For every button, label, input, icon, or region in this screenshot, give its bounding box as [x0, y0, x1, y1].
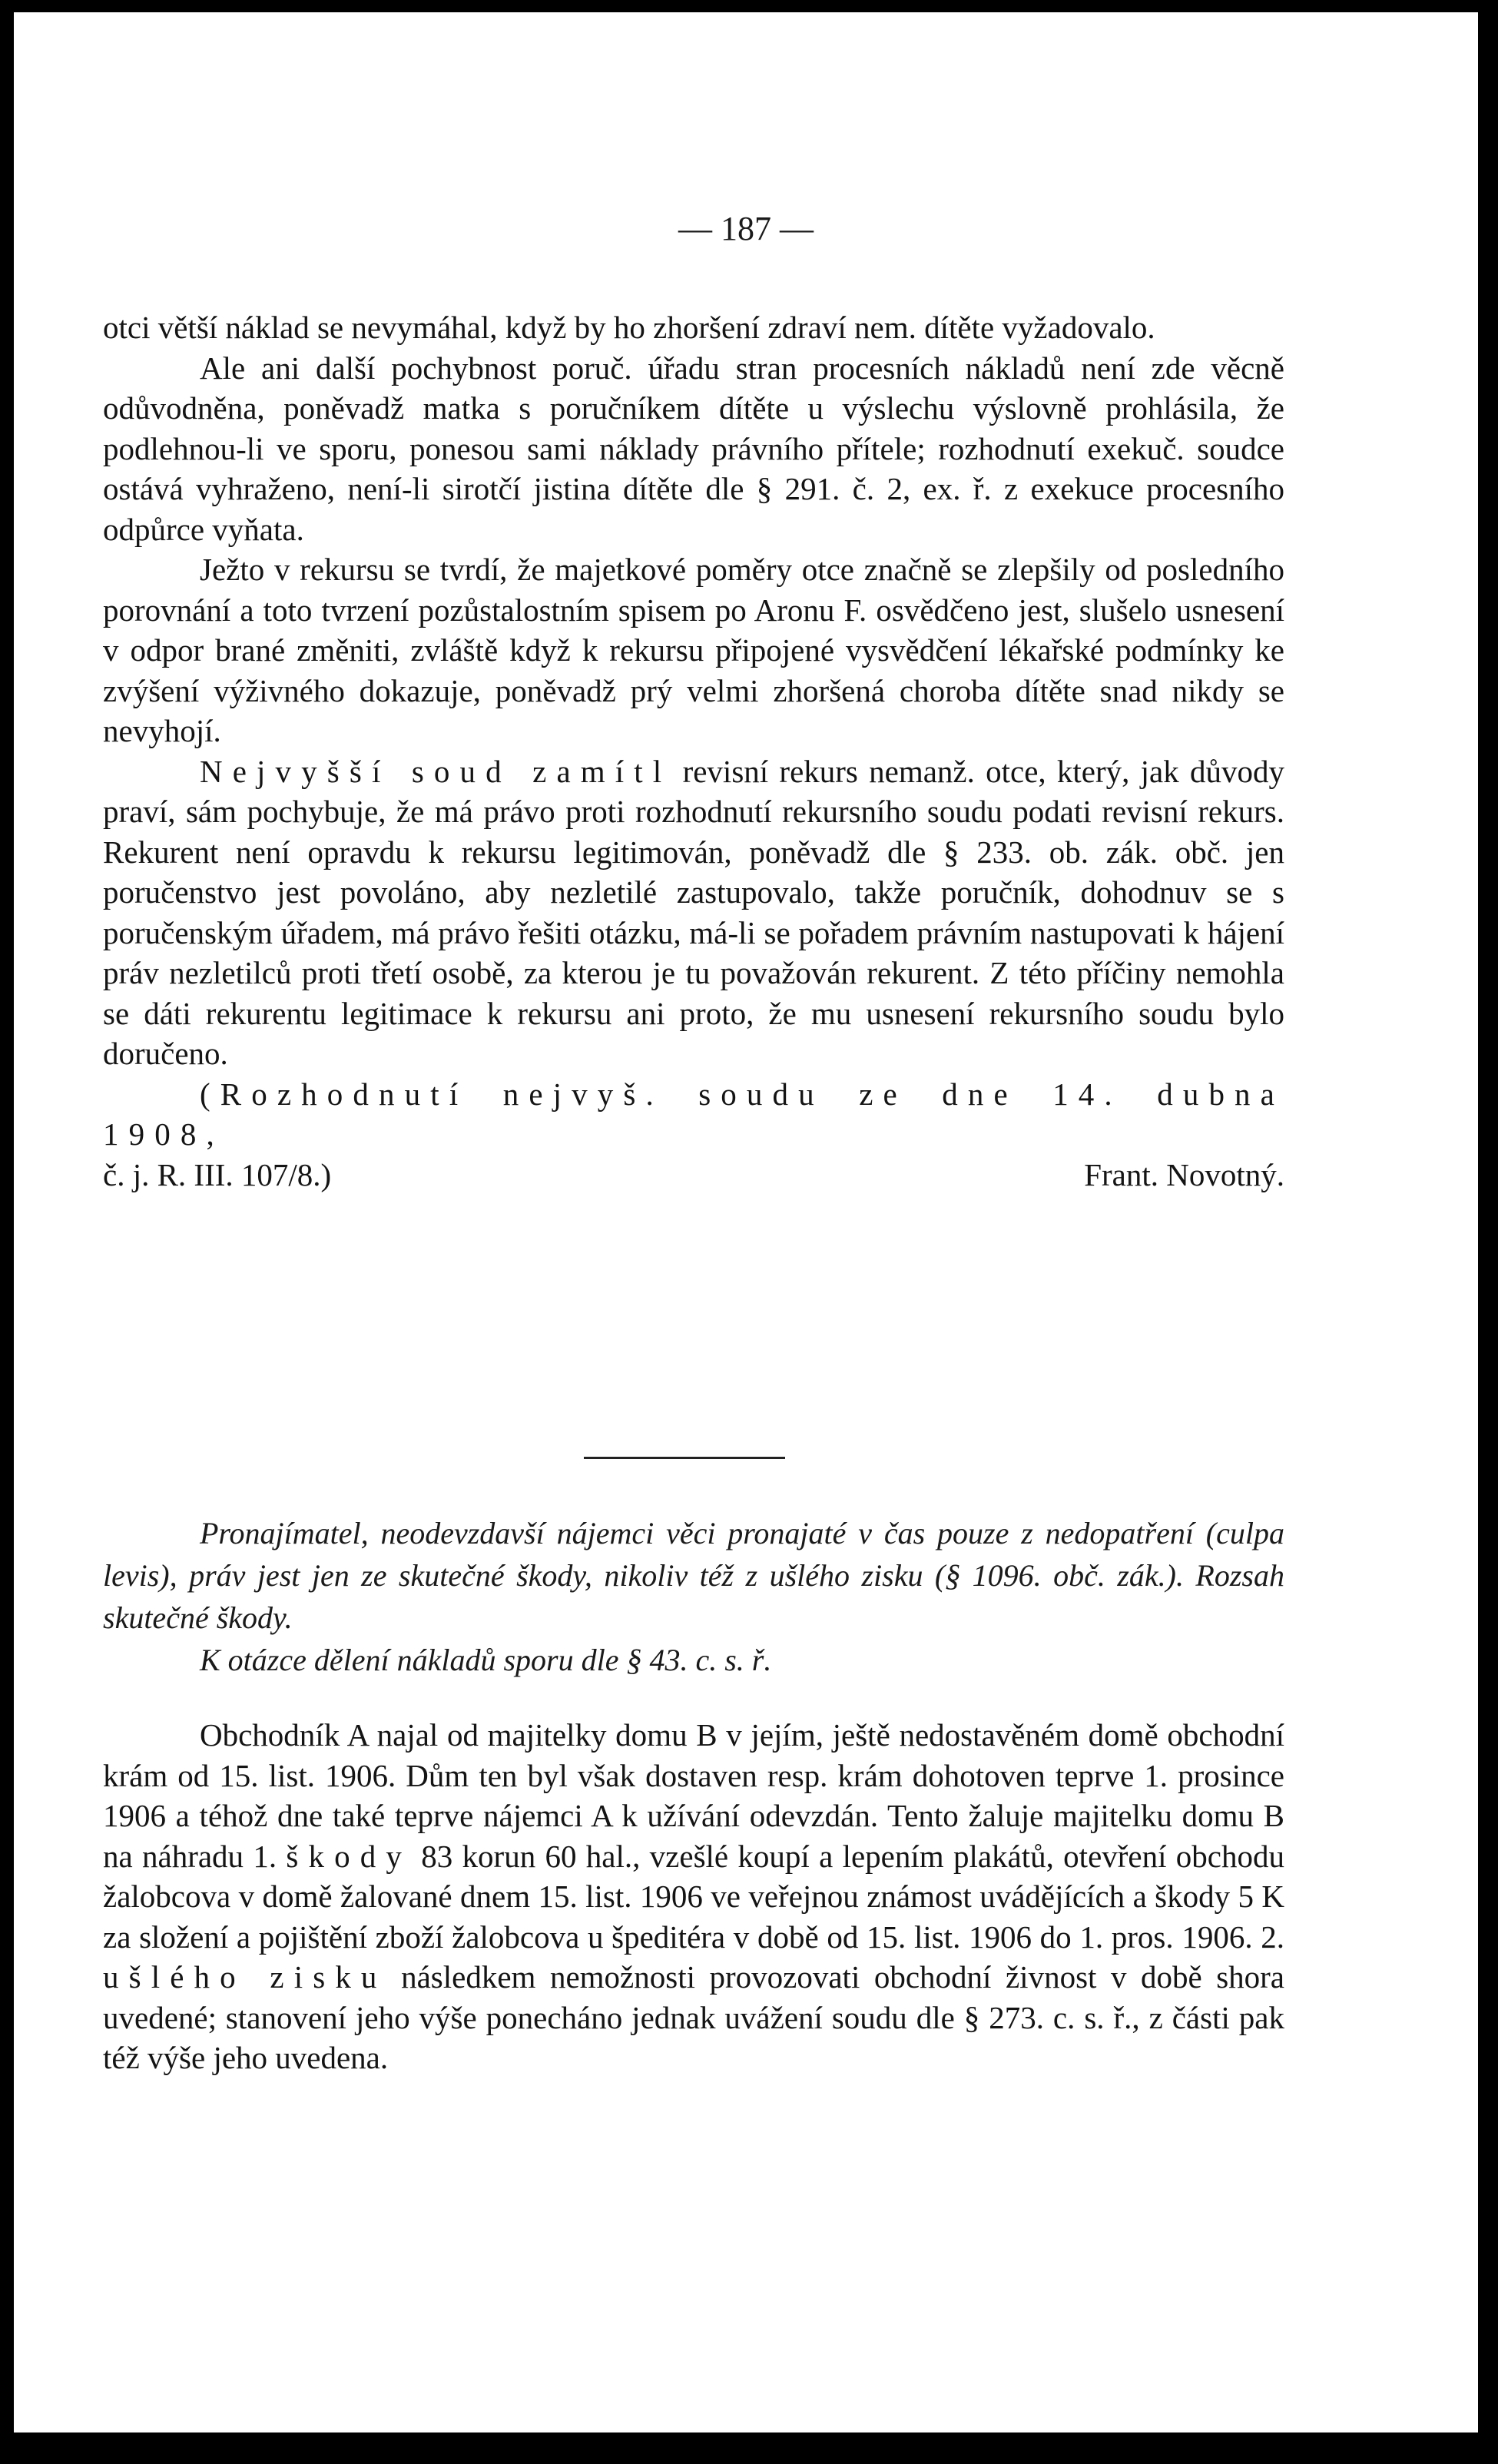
- section-divider: [584, 1457, 785, 1459]
- book-page: [14, 12, 1478, 2432]
- facts-part-1: Obchodník A najal od majitelky domu B v jejím, ještě nedostavěném domě obchodní krám od 15. list. 1906. Dům ten byl však dostaven resp. krám dohotoven teprve 1. prosince 1906 a téhož dne také teprve nájemci A k užívání odevzdán. Tento žaluje majitelku domu B na náhradu 1.: [103, 1717, 1284, 1874]
- headnote-costs-question: K otázce dělení nákladů sporu dle § 43. c. s. ř.: [200, 1643, 772, 1677]
- case-headnote: [103, 1512, 1284, 1681]
- text-block-second-case: [103, 1715, 1284, 2078]
- ruling-text: revisní rekurs nemanž. otce, který, jak důvody praví, sám pochybuje, že má právo proti rozhodnutí rekursního soudu podati revisní rekurs. Rekurent není opravdu k rekursu legitimován, poněvadž dle § 233. ob. zák. obč. jen poručenstvo jest povoláno, aby nezletilé zastupovalo, takže poručník, dohodnuv se s poručenským úřadem, má právo řešiti otázku, má-li se pořadem právním nastupovati k hájení práv nezletilců proti třetí osobě, za kterou je tu považován rekurent. Z této příčiny nemohla se dáti rekurentu legitimace k rekursu ani proto, že mu usnesení rekursního soudu bylo doručeno.: [103, 753, 1284, 1071]
- decision-reference-line: [103, 1155, 1284, 1196]
- decision-citation: [103, 1074, 1284, 1155]
- facts-part-3: následkem nemožnosti provozovati obchodní živnost v době shora uvedené; stanovení jeho výše ponecháno jednak uvážení soudu dle § 273. c. s. ř., z části pak též výše jeho uvedena.: [103, 1959, 1284, 2075]
- paragraph-continuation: otci větší náklad se nevymáhal, když by ho zhoršení zdraví nem. dítěte vyžadovalo.: [103, 310, 1155, 345]
- supreme-court-rejected-phrase: Nejvyšší soud zamítl: [200, 753, 672, 789]
- headnote-principle: Pronajímatel, neodevzdavší nájemci věci pronajaté v čas pouze z nedopatření (culpa levis), práv jest jen ze skutečné škody, nikoliv též z ušlého zisku (§ 1096. obč. zák.). Rozsah skutečné škody.: [103, 1516, 1284, 1635]
- decision-reference: č. j. R. III. 107/8.): [103, 1156, 332, 1192]
- damage-term: škody: [286, 1838, 412, 1874]
- author-signature: Frant. Novotný.: [1084, 1156, 1284, 1192]
- text-block-first-case: [103, 307, 1284, 1195]
- paragraph-supreme-court-ruling: [103, 751, 1284, 1074]
- paragraph-case-facts: [103, 1715, 1284, 2078]
- decision-date: (Rozhodnutí nejvyš. soudu ze dne 14. dubna 1908,: [103, 1076, 1284, 1152]
- page-number: — 187 —: [678, 210, 814, 247]
- paragraph-procedural-costs: Ale ani další pochybnost poruč. úřadu stran procesních nákladů není zde věcně odůvodněna, poněvadž matka s poručníkem dítěte u výslechu výslovně prohlásila, že podlehnou-li ve sporu, ponesou sami náklady právního přítele; rozhodnutí exekuč. soudce ostává vyhraženo, není-li sirotčí jistina dítěte dle § 291. č. 2, ex. ř. z exekuce procesního odpůrce vyňata.: [103, 350, 1284, 547]
- paragraph-recourse-claim: Ježto v rekursu se tvrdí, že majetkové poměry otce značně se zlepšily od posledního porovnání a toto tvrzení pozůstalostním spisem po Aronu F. osvědčeno jest, slušelo usnesení v odpor brané změniti, zvláště když k rekursu připojené vysvědčení lékařské podmínky ke zvýšení výživného dokazuje, poněvadž prý velmi zhoršená choroba dítěte snad nikdy se nevyhojí.: [103, 552, 1284, 748]
- lost-profit-term: ušlého zisku: [103, 1959, 387, 1995]
- facts-part-2: 83 korun 60 hal., vzešlé koupí a lepením plakátů, otevření obchodu žalobcova v domě žalované dnem 15. list. 1906 ve veřejnou známost uvádějících a škody 5 K za složení a pojištění zboží žalobcova u špeditéra v době od 15. list. 1906 do 1. pros. 1906. 2.: [103, 1838, 1285, 1955]
